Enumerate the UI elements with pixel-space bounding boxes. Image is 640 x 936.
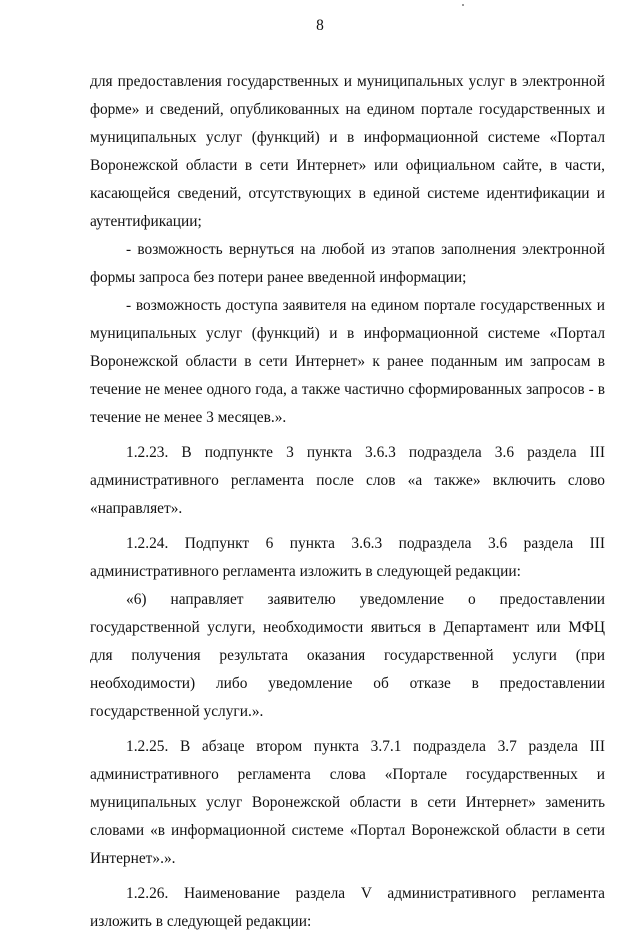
paragraph-1-2-26: 1.2.26. Наименование раздела V административного регламента изложить в следующей редакции: [90, 885, 605, 930]
paragraph-1-2-25: 1.2.25. В абзаце втором пункта 3.7.1 подраздела 3.7 раздела III административного регламента слова «Портале государственных и муниципальных услуг Воронежской области в сети Интернет» заменить словами «в информационной системе «Портал Воронежской области в сети Интернет».». [90, 738, 605, 867]
document-body [90, 68, 605, 936]
paragraph-1-2-24: 1.2.24. Подпункт 6 пункта 3.6.3 подраздела 3.6 раздела III административного регламента изложить в следующей редакции: [90, 535, 605, 580]
paragraph-quoted-subitem-6: «6) направляет заявителю уведомление о предоставлении государственной услуги, необходимости явиться в Департамент или МФЦ для получения результата оказания государственной услуги (при необходимости) либо уведомление об отказе в предоставлении государственной услуги.». [90, 591, 605, 720]
paragraph-continuation: для предоставления государственных и муниципальных услуг в электронной форме» и сведений, опубликованных на едином портале государственных и муниципальных услуг (функций) и в информационной системе «Портал Воронежской области в сети Интернет» или официальном сайте, в части, касающейся сведений, отсутствующих в единой системе идентификации и аутентификации; [90, 73, 605, 230]
page-number: 8 [316, 17, 324, 34]
paragraph-request-access: - возможность доступа заявителя на едином портале государственных и муниципальных услуг (функций) и в информационной системе «Портал Воронежской области в сети Интернет» к ранее поданным им запросам в течение не менее одного года, а также частично сформированных запросов - в течение не менее 3 месяцев.». [90, 297, 605, 426]
paragraph-return-option: - возможность вернуться на любой из этапов заполнения электронной формы запроса без потери ранее введенной информации; [90, 241, 605, 286]
scan-speck [462, 4, 464, 6]
paragraph-1-2-23: 1.2.23. В подпункте 3 пункта 3.6.3 подраздела 3.6 раздела III административного регламента после слов «а также» включить слово «направляет». [90, 444, 605, 517]
